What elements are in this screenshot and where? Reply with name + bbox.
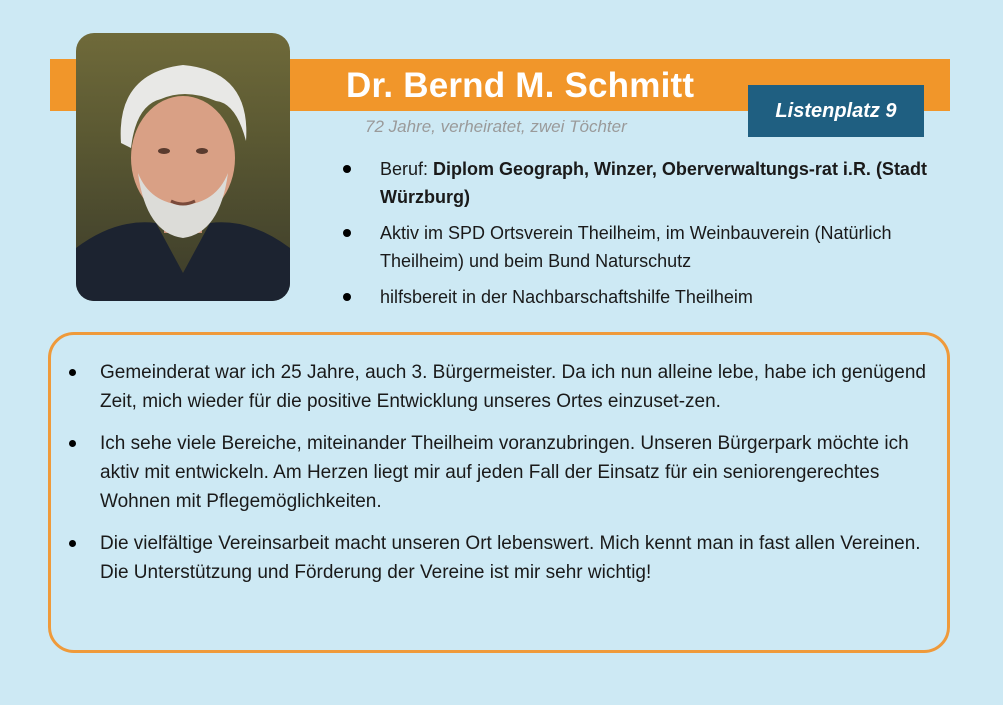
fact-prefix: Beruf: bbox=[380, 159, 434, 179]
statement-text: Ich sehe viele Bereiche, miteinander Theilheim voranzubringen. Unseren Bürgerpark möchte ich aktiv mit entwickeln. Am Herzen liegt mir auf jeden Fall der Einsatz für ein seniorengerechtes Wohnen mit Pflegemöglichkeiten. bbox=[100, 433, 909, 512]
statement-text: Gemeinderat war ich 25 Jahre, auch 3. Bürgermeister. Da ich nun alleine lebe, habe ich genügend Zeit, mich wieder für die positive Entwicklung unseres Ortes einzuset-zen. bbox=[100, 362, 926, 412]
list-item bbox=[340, 155, 960, 211]
list-item bbox=[66, 529, 926, 587]
bullet-dot-icon bbox=[343, 293, 351, 301]
bullet-dot-icon bbox=[69, 369, 76, 376]
bullet-dot-icon bbox=[69, 440, 76, 447]
list-item bbox=[66, 358, 926, 416]
portrait-illustration bbox=[76, 33, 290, 301]
list-item bbox=[340, 283, 960, 311]
list-item bbox=[66, 429, 926, 516]
facts-list bbox=[340, 155, 960, 319]
bullet-dot-icon bbox=[69, 540, 76, 547]
candidate-subtitle: 72 Jahre, verheiratet, zwei Töchter bbox=[365, 117, 627, 136]
bullet-dot-icon bbox=[343, 165, 351, 173]
portrait-photo bbox=[76, 33, 290, 301]
statements-list bbox=[66, 358, 926, 600]
bullet-dot-icon bbox=[343, 229, 351, 237]
fact-text: Aktiv im SPD Ortsverein Theilheim, im Weinbauverein (Natürlich Theilheim) und beim Bund Naturschutz bbox=[380, 223, 892, 271]
fact-occupation: Diplom Geograph, Winzer, Oberverwaltungs-rat i.R. (Stadt Würzburg) bbox=[380, 159, 927, 207]
statement-text: Die vielfältige Vereinsarbeit macht unseren Ort lebenswert. Mich kennt man in fast allen Vereinen. Die Unterstützung und Förderung der Vereine ist mir sehr wichtig! bbox=[100, 533, 921, 583]
list-position-badge: Listenplatz 9 bbox=[748, 85, 924, 137]
list-item bbox=[340, 219, 960, 275]
fact-text: hilfsbereit in der Nachbarschaftshilfe Theilheim bbox=[380, 287, 753, 307]
candidate-name: Dr. Bernd M. Schmitt bbox=[346, 66, 695, 105]
